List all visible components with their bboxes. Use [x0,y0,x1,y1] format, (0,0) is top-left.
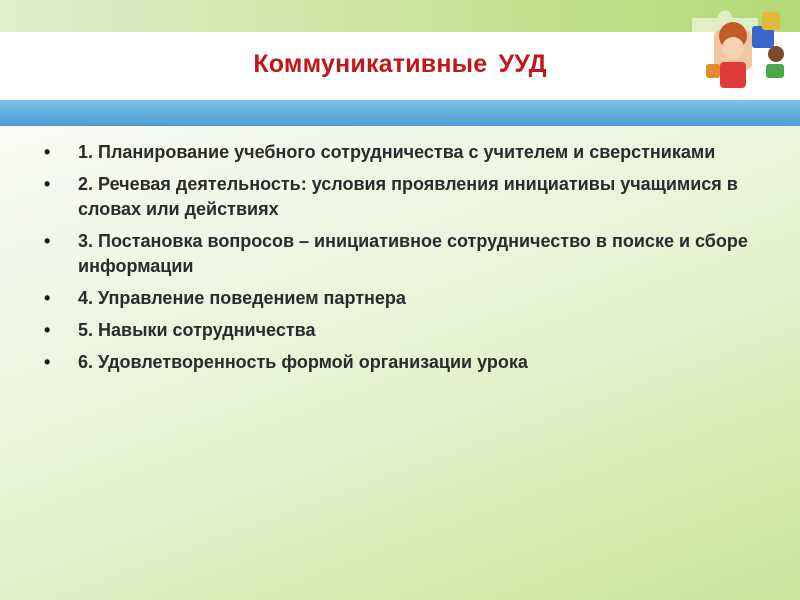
bullet-glyph: • [44,174,51,194]
bullet-glyph: • [44,352,51,372]
list-item [44,172,764,222]
bullet-glyph: • [44,231,51,251]
list-item-text: 2. Речевая деятельность: условия проявления инициативы учащимися в словах или действиях [78,174,738,219]
list-item-text: 3. Постановка вопросов – инициативное сотрудничество в поиске и сборе информации [78,231,748,276]
bullet-glyph: • [44,142,51,162]
list-item-text: 4. Управление поведением партнера [78,288,406,308]
list-item [44,350,764,375]
bullet-list [44,140,764,382]
puzzle-children-photo-icon [678,4,796,100]
bullet-glyph: • [44,320,51,340]
bullet-glyph: • [44,288,51,308]
slide-title: Коммуникативные УУД [253,50,547,78]
list-item [44,229,764,279]
list-item-text: 1. Планирование учебного сотрудничества с учителем и сверстниками [78,142,716,162]
list-item-text: 5. Навыки сотрудничества [78,320,316,340]
list-item-text: 6. Удовлетворенность формой организации урока [78,352,528,372]
list-item [44,286,764,311]
list-item [44,318,764,343]
list-item [44,140,764,165]
accent-bar [0,100,800,126]
